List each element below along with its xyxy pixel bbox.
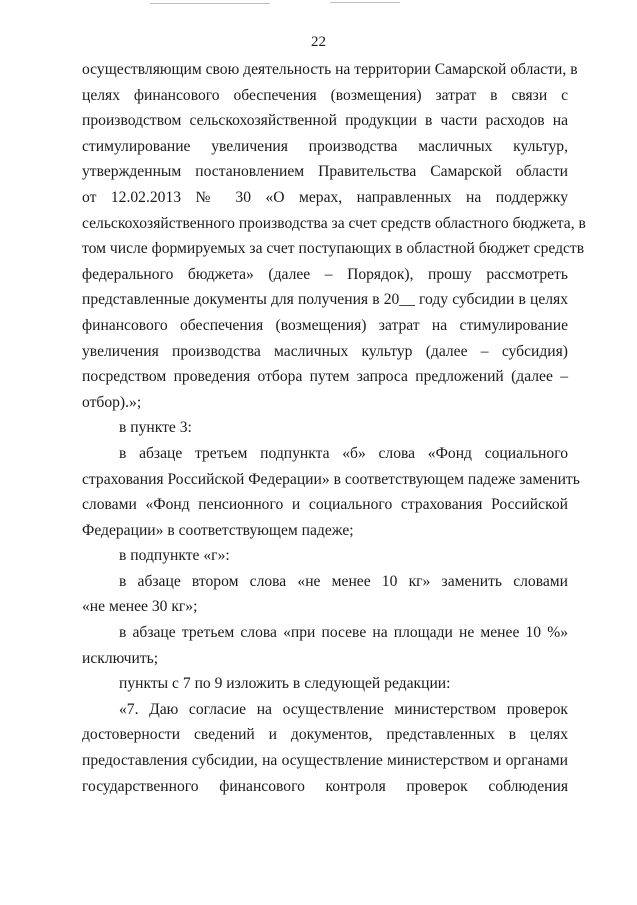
- text-line: государственного финансового контроля проверок соблюдения: [82, 777, 568, 795]
- text-line: осуществляющим свою деятельность на территории Самарской области, в: [82, 61, 578, 78]
- text-line: отбор).»;: [82, 393, 142, 411]
- text-line: достоверности сведений и документов, представленных в целях: [82, 726, 568, 744]
- text-line: утвержденным постановлением Правительства Самарской области: [82, 163, 568, 181]
- text-line: от 12.02.2013 № 30 «О мерах, направленных на поддержку: [82, 188, 568, 206]
- text-line: целях финансового обеспечения (возмещения) затрат в связи с: [82, 86, 568, 104]
- text-line: представленные документы для получения в 20__ году субсидии в целях: [82, 291, 568, 309]
- text-line: увеличения производства масличных культур (далее – субсидия): [82, 342, 568, 360]
- text-line: Федерации» в соответствующем падеже;: [82, 521, 354, 539]
- text-line: финансового обеспечения (возмещения) затрат на стимулирование: [82, 316, 568, 334]
- text-line: в абзаце втором слова «не менее 10 кг» заменить словами: [119, 572, 568, 590]
- text-line: пункты с 7 по 9 изложить в следующей редакции:: [119, 675, 451, 693]
- scan-artifact: [150, 3, 270, 4]
- text-line: в пункте 3:: [119, 419, 192, 437]
- text-line: в абзаце третьем подпункта «б» слова «Фонд социального: [119, 444, 568, 462]
- text-line: в подпункте «г»:: [119, 547, 230, 565]
- text-line: сельскохозяйственного производства за счет средств областного бюджета, в: [82, 214, 586, 232]
- text-line: «7. Даю согласие на осуществление министерством проверок: [119, 700, 568, 718]
- text-line: исключить;: [82, 649, 159, 667]
- page-number: 22: [311, 34, 326, 50]
- scan-artifact: [330, 2, 400, 3]
- text-line: в абзаце третьем слова «при посеве на площади не менее 10 %»: [119, 624, 568, 642]
- text-line: предоставления субсидии, на осуществление министерством и органами: [82, 752, 568, 770]
- text-line: федерального бюджета» (далее – Порядок), прошу рассмотреть: [82, 265, 568, 283]
- text-line: производством сельскохозяйственной продукции в части расходов на: [82, 112, 568, 130]
- text-line: посредством проведения отбора путем запроса предложений (далее –: [82, 368, 568, 386]
- text-line: словами «Фонд пенсионного и социального страхования Российской: [82, 496, 568, 514]
- text-line: стимулирование увеличения производства масличных культур,: [82, 137, 568, 155]
- text-line: страхования Российской Федерации» в соответствующем падеже заменить: [82, 470, 580, 488]
- text-line: том числе формируемых за счет поступающих в областной бюджет средств: [82, 240, 585, 258]
- text-line: «не менее 30 кг»;: [82, 598, 198, 616]
- document-body: [82, 57, 586, 799]
